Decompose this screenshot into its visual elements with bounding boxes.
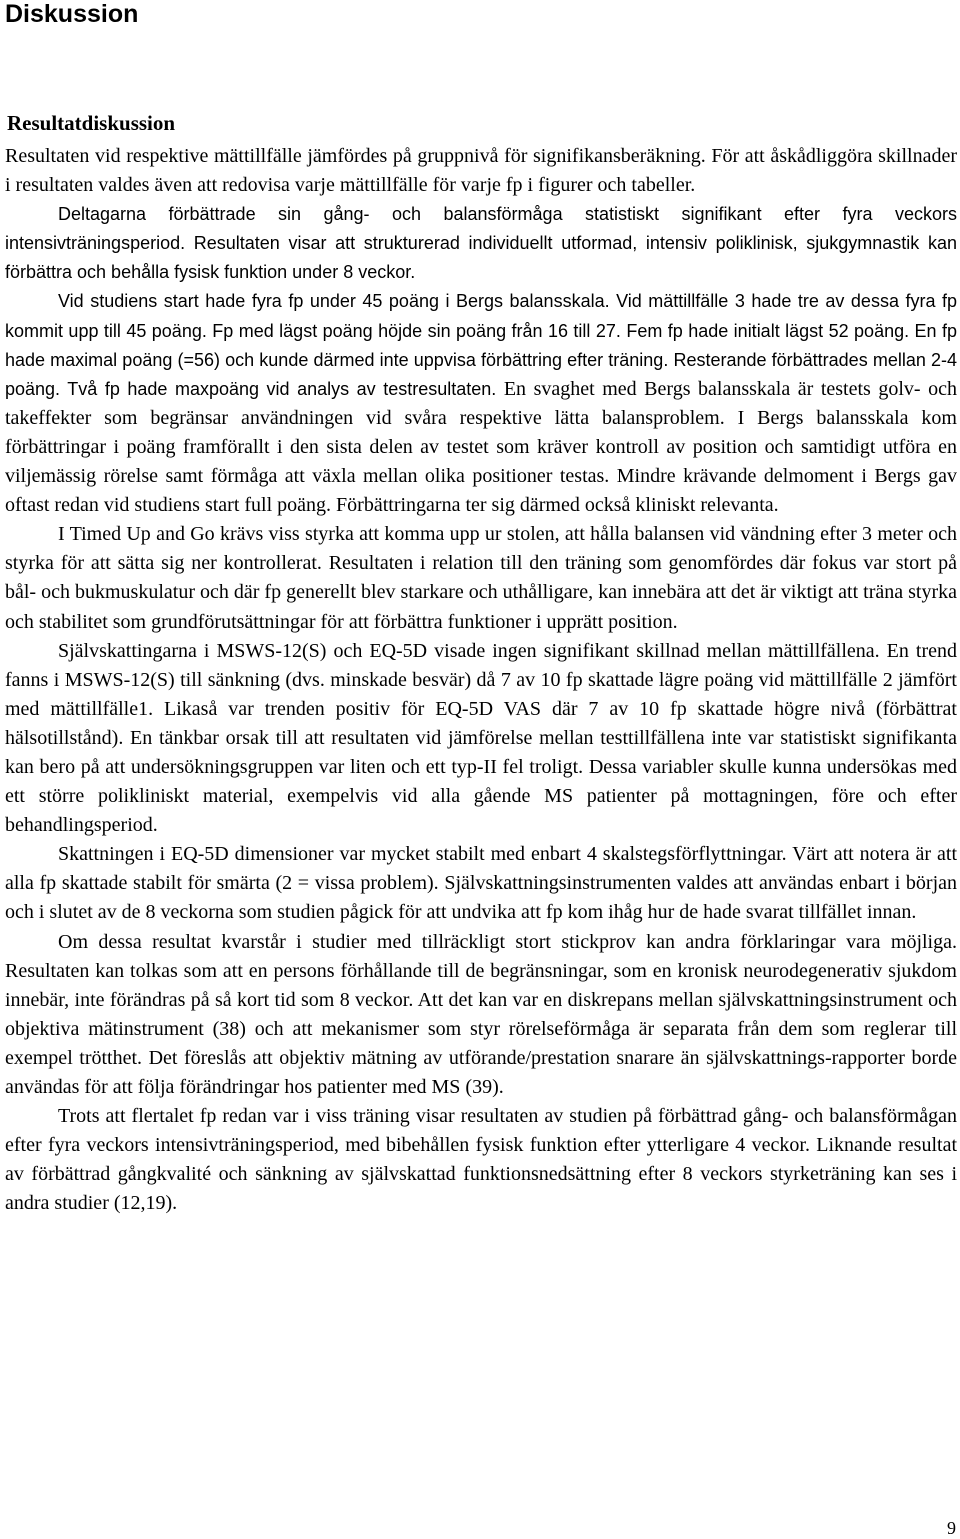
paragraph-7: Om dessa resultat kvarstår i studier med tillräckligt stort stickprov kan andra förklaringar vara möjliga. Resultaten kan tolkas som att en persons förhållande till de begränsningar, som en kronisk neurodegenerativ sjukdom innebär, inte förändras på så kort tid som 8 veckor. Att det kan var en diskrepans mellan självskattningsinstrument och objektiva mätinstrument (38) och att mekanismer som styr rörelseförmåga är separata från dem som reglerar till exempel trötthet. Det föreslås att objektiv mätning av utförande/prestation snarare än självskattnings-rapporter borde användas för att följa förändringar hos patienter med MS (39). <box>5 930 957 1098</box>
page-number: 9 <box>947 1518 956 1538</box>
paragraph-3 <box>5 287 957 520</box>
paragraph-4: I Timed Up and Go krävs viss styrka att komma upp ur stolen, att hålla balansen vid vändning efter 3 meter och styrka för att sätta sig ner kontrollerat. Resultaten i relation till den träning som genomfördes där fokus var stort på bål- och bukmuskulatur och där fp generellt blev starkare och uthålligare, kan innebära att det är viktigt att träna styrka och stabilitet som grundförutsättningar för att förbättra funktioner i upprätt position. <box>5 523 957 633</box>
section-heading: Resultatdiskussion <box>7 111 176 135</box>
paragraph-8: Trots att flertalet fp redan var i viss träning visar resultaten av studien på förbättrad gång- och balansförmågan efter fyra veckors intensivträningsperiod, med bibehållen fysisk funktion efter ytterligare 4 veckor. Liknande resultat av förbättrad gångkvalité och sänkning av självskattad funktionsnedsättning efter 8 veckors styrketräning kan ses i andra studier (12,19). <box>5 1105 957 1215</box>
body-text <box>5 142 957 1218</box>
paragraph-3-serif-part: En svaghet med Bergs balansskala är testets golv- och takeffekter som begränsar användningen vid svåra respektive lätta balansproblem. I Bergs balansskala kom förbättringar i poäng framförallt i den sista delen av testet som kräver kontroll av position och samtidigt utföra en viljemässig rörelse samt förmåga att växla mellan olika positioner testas. Mindre krävande delmoment i Bergs gav oftast redan vid studiens start full poäng. Förbättringarna ter sig därmed också kliniskt relevanta. <box>5 377 957 517</box>
paragraph-5: Självskattingarna i MSWS-12(S) och EQ-5D visade ingen signifikant skillnad mellan mättillfällena. En trend fanns i MSWS-12(S) till sänkning (dvs. minskade besvär) då 7 av 10 fp skattade lägre poäng vid mättillfälle 2 jämfört med mättillfälle1. Likaså var trenden positiv för EQ-5D VAS där 7 av 10 fp skattade högre nivå (förbättrat hälsotillstånd). En tänkbar orsak till att resultaten vid jämförelse mellan testtillfällena inte var statistiskt signifikanta kan bero på att undersökningsgruppen var liten och ett typ-II fel troligt. Dessa variabler skulle kunna undersökas med ett större polikliniskt material, exempelvis vid alla gående MS patienter på mottagningen, före och efter behandlingsperiod. <box>5 639 957 837</box>
paragraph-2: Deltagarna förbättrade sin gång- och balansförmåga statistiskt signifikant efter fyra veckors intensivträningsperiod. Resultaten visar att strukturerad individuellt utformad, intensiv poliklinisk, sjukgymnastik kan förbättra och behålla fysisk funktion under 8 veckor. <box>5 204 957 283</box>
paragraph-6: Skattningen i EQ-5D dimensioner var mycket stabilt med enbart 4 skalstegsförflyttningar. Värt att notera är att alla fp skattade stabilt för smärta (2 = vissa problem). Självskattningsinstrumenten valdes att användas enbart i början och i slutet av de 8 veckorna som studien pågick för att undvika att fp kom ihåg hur de hade svarat tillfället innan. <box>5 843 957 924</box>
paragraph-1: Resultaten vid respektive mättillfälle jämfördes på gruppnivå för signifikansberäkning. För att åskådliggöra skillnader i resultaten valdes även att redovisa varje mättillfälle för varje fp i figurer och tabeller. <box>5 145 957 197</box>
paragraph-3-sans-part: Vid studiens start hade fyra fp under 45 poäng i Bergs balansskala. Vid mättillfälle 3 hade tre av dessa fyra fp kommit upp till 45 poäng. Fp med lägst poäng höjde sin poäng från 16 till 27. Fem fp hade initialt lägst 52 poäng. En fp hade maximal poäng (=56) och kunde därmed inte uppvisa förbättring efter träning. Resterande förbättrades mellan 2-4 poäng. Två fp hade maxpoäng vid analys av testresultaten. <box>5 291 957 399</box>
page-title: Diskussion <box>5 0 139 28</box>
